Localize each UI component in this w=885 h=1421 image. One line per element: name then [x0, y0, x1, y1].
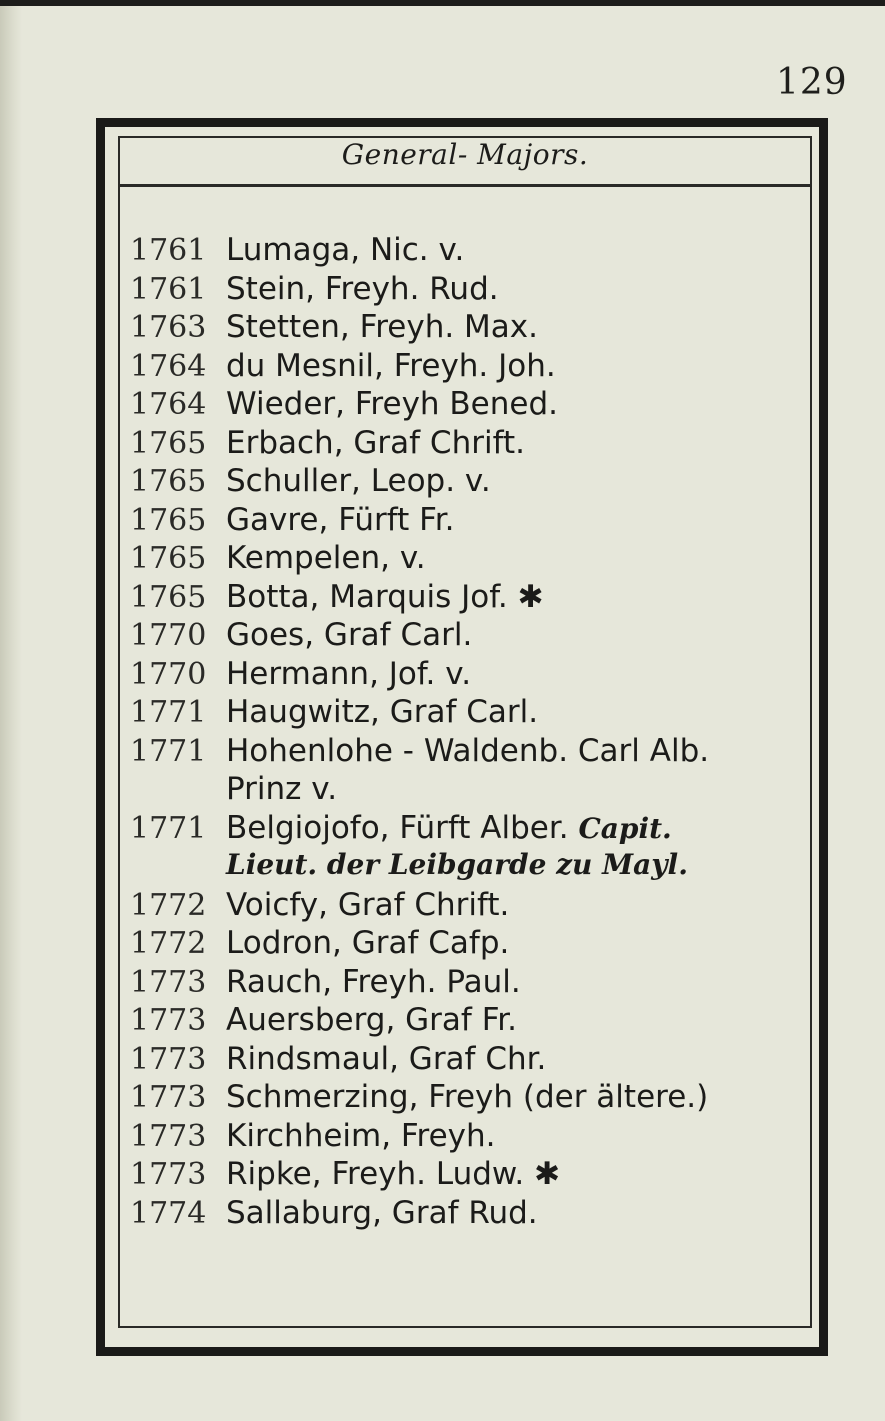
entry-year: 1771	[130, 733, 207, 769]
entry-name: Schmerzing, Freyh (der ältere.)	[226, 1079, 709, 1115]
entry-name: Schuller, Leop. v.	[226, 463, 491, 499]
entry-name	[226, 810, 820, 846]
entry-name: Ripke, Freyh. Ludw. ✱	[226, 1156, 561, 1192]
entry-year: 1765	[130, 425, 207, 461]
section-heading: General- Majors.	[341, 138, 589, 171]
entry-name: Hermann, Jof. v.	[226, 655, 472, 692]
entry-name: Voicfy, Graf Chrift.	[226, 886, 510, 923]
entry-name: Lumaga, Nic. v.	[226, 232, 465, 268]
entry-year: 1771	[130, 695, 207, 730]
entry-year: 1765	[130, 541, 207, 576]
list-item	[130, 579, 820, 618]
list-item	[130, 964, 820, 1003]
officer-list	[130, 232, 820, 1233]
list-item	[130, 348, 820, 387]
entry-name: Haugwitz, Graf Carl.	[226, 694, 539, 730]
entry-name: Kirchheim, Freyh.	[226, 1117, 496, 1154]
entry-year: 1765	[130, 502, 207, 538]
list-item	[130, 463, 820, 502]
entry-name: Stetten, Freyh. Max.	[226, 309, 538, 345]
list-item	[130, 232, 820, 271]
list-item	[130, 1002, 820, 1041]
list-item	[130, 810, 820, 849]
entry-year: 1763	[130, 310, 207, 345]
list-item	[130, 540, 820, 579]
entry-year: 1773	[130, 1118, 207, 1154]
entry-year: 1773	[130, 1041, 207, 1077]
list-item	[130, 617, 820, 656]
entry-year: 1770	[130, 618, 207, 653]
entry-year: 1773	[130, 1080, 207, 1115]
entry-year: 1765	[130, 579, 207, 615]
list-item	[130, 1118, 820, 1157]
entry-year: 1761	[130, 271, 207, 307]
entry-name: Goes, Graf Carl.	[226, 617, 473, 653]
entry-note: Capit.	[578, 811, 672, 845]
entry-year: 1765	[130, 464, 207, 499]
entry-name: Wieder, Freyh Bened.	[226, 386, 559, 422]
entry-name: Stein, Freyh. Rud.	[226, 270, 499, 307]
list-item	[130, 1156, 820, 1195]
list-item	[130, 1041, 820, 1080]
list-item	[130, 502, 820, 541]
entry-year: 1772	[130, 887, 207, 923]
list-item	[130, 733, 820, 772]
entry-name: Rindsmaul, Graf Chr.	[226, 1040, 547, 1077]
entry-year: 1772	[130, 926, 207, 961]
entry-year: 1764	[130, 387, 207, 422]
page-number: 129	[776, 62, 848, 103]
entry-year: 1774	[130, 1195, 207, 1231]
heading-rule	[120, 184, 810, 187]
list-item	[130, 1079, 820, 1118]
entry-name: Kempelen, v.	[226, 540, 426, 576]
entry-year: 1773	[130, 964, 207, 1000]
entry-name: Botta, Marquis Jof. ✱	[226, 578, 544, 615]
list-item	[130, 309, 820, 348]
list-item	[130, 925, 820, 964]
entry-name: Sallaburg, Graf Rud.	[226, 1194, 538, 1231]
list-item	[130, 694, 820, 733]
entry-year: 1773	[130, 1157, 207, 1192]
list-item	[130, 1195, 820, 1234]
entry-year: 1761	[130, 233, 207, 268]
entry-year: 1771	[130, 810, 207, 846]
list-item	[130, 656, 820, 695]
entry-continuation: Prinz v.	[226, 771, 338, 807]
list-item	[130, 425, 820, 464]
list-item	[130, 271, 820, 310]
entry-name: du Mesnil, Freyh. Joh.	[226, 347, 556, 384]
entry-name: Lodron, Graf Cafp.	[226, 925, 510, 961]
entry-name: Rauch, Freyh. Paul.	[226, 963, 521, 1000]
entry-name-text: Belgiojofo, Fürft Alber.	[226, 809, 569, 846]
entry-name: Hohenlohe - Waldenb. Carl Alb.	[226, 732, 710, 769]
entry-year: 1770	[130, 656, 207, 692]
entry-name: Auersberg, Graf Fr.	[226, 1002, 518, 1038]
entry-year: 1764	[130, 348, 207, 384]
page-gutter	[0, 6, 22, 1421]
entry-year: 1773	[130, 1003, 207, 1038]
list-item	[130, 887, 820, 926]
entry-name: Erbach, Graf Chrift.	[226, 424, 525, 461]
entry-name: Gavre, Fürft Fr.	[226, 501, 455, 538]
list-item	[130, 386, 820, 425]
entry-continuation-note: Lieut. der Leibgarde zu Mayl.	[226, 848, 688, 881]
